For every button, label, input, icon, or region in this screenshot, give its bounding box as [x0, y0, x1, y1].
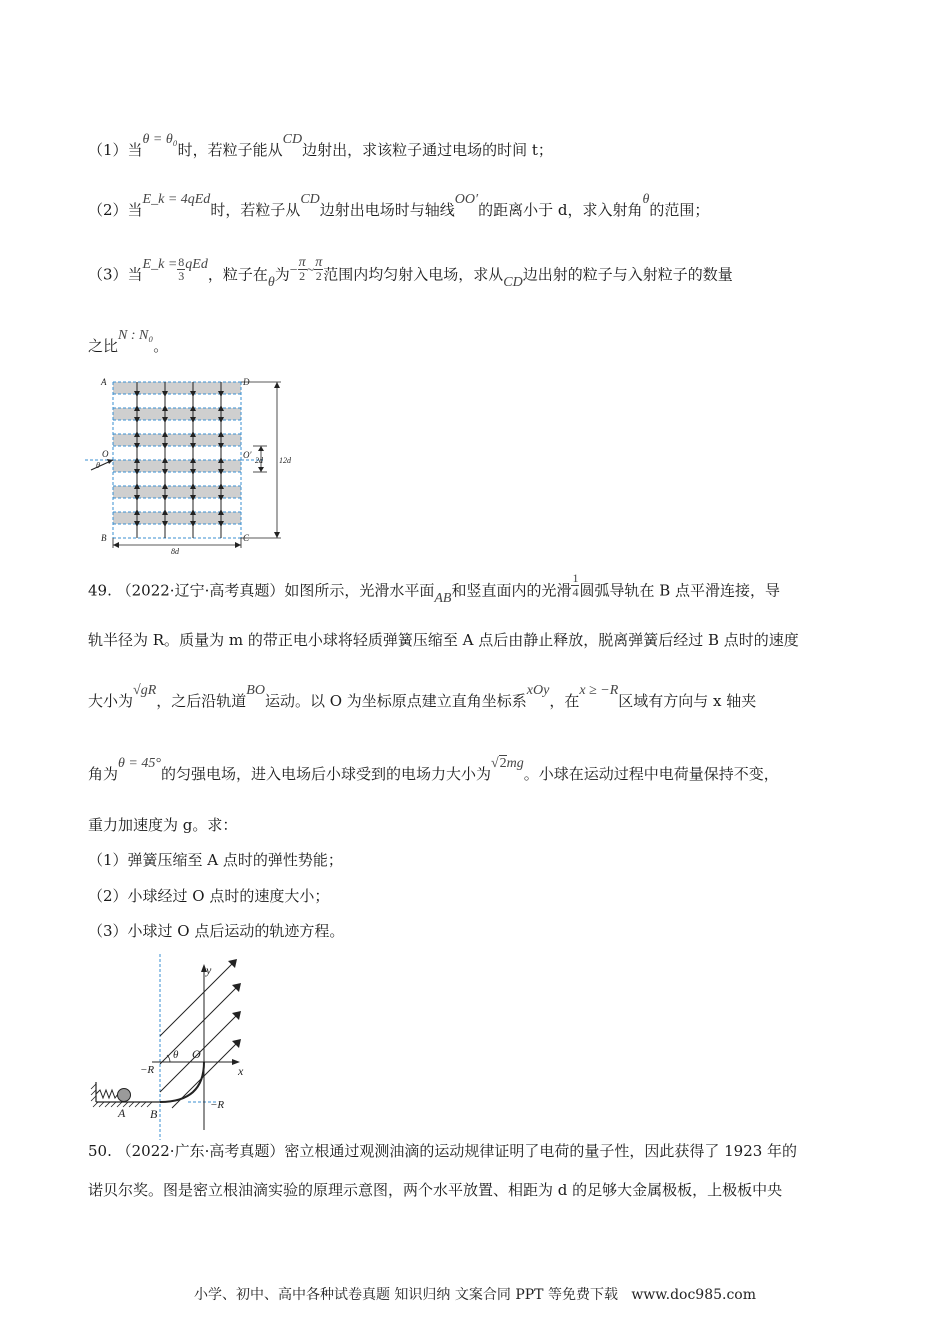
field-lines-45	[160, 960, 240, 1108]
q48-part3-suffix: 边出射的粒子与入射粒子的数量	[522, 265, 733, 284]
q49-l1-mid1: 和竖直面内的光滑	[451, 581, 572, 600]
q48-part3-math-cd: CD	[503, 274, 523, 290]
wall-hatch	[91, 1084, 96, 1101]
q49-track-figure	[88, 952, 278, 1142]
q49-l3-prefix: 大小为	[88, 692, 134, 710]
q48-part1-math-cd: CD	[282, 132, 303, 147]
label-2d: 2d	[255, 456, 263, 465]
ball-icon	[118, 1089, 131, 1102]
frac-num: 1	[572, 571, 579, 585]
hatch	[91, 1096, 96, 1101]
math-mg: mg	[506, 756, 524, 771]
q48-field-figure	[85, 374, 300, 554]
q48-part2-prefix: （2）当	[88, 201, 143, 219]
q49-l3-mid3: ，在	[549, 692, 580, 710]
q48-part1-math-theta: θ = θ₀	[142, 132, 178, 147]
hatch	[105, 1102, 110, 1107]
q48-part3-cont	[88, 328, 863, 358]
q48-part3-frac-pi-2-b	[314, 256, 323, 283]
label-B: B	[150, 1107, 158, 1121]
q49-line5: 重力加速度为 g。求：	[88, 816, 238, 834]
q49-l3-math-region: x ≥ −R	[579, 683, 619, 698]
q49-l4-prefix: 角为	[88, 765, 119, 783]
label-y: y	[206, 963, 212, 977]
q50-line1: 50. （2022·广东·高考真题）密立根通过观测油滴的运动规律证明了电荷的量子性，因此获得了 1923 年的	[88, 1142, 798, 1160]
q48-part2-mid3: 的距离小于 d，求入射角	[478, 201, 643, 219]
label-O-prime: O′	[243, 450, 252, 460]
label-A: A	[101, 377, 107, 387]
hatch	[99, 1102, 104, 1107]
q49-l3-math-bo: BO	[246, 683, 265, 698]
label-neg-R-bottom: −R	[210, 1099, 225, 1111]
q48-part2-math-oo: OO′	[454, 192, 479, 207]
frac-num: 8	[178, 255, 185, 269]
label-neg-R-left: −R	[140, 1064, 155, 1076]
spring-icon	[96, 1090, 118, 1098]
q48-part1	[88, 132, 863, 162]
q48-part3	[88, 255, 863, 290]
field-line	[160, 960, 236, 1036]
q50-line2: 诺贝尔奖。图是密立根油滴实验的原理示意图，两个水平放置、相距为 d 的足够大金属极板，上极板中央	[88, 1181, 783, 1199]
q48-part3-tilde: ~	[306, 262, 315, 278]
q49-sub2: （2）小球经过 O 点时的速度大小；	[88, 887, 330, 905]
q48-part2-mid2: 边射出电场时与轴线	[319, 201, 455, 219]
q49-line1	[88, 571, 863, 606]
frac-den: 2	[315, 269, 322, 283]
hatch	[135, 1102, 140, 1107]
q48-part3b-math-ratio: N : N₀	[118, 328, 154, 343]
hatch	[129, 1102, 134, 1107]
q48-part2-math-cd: CD	[300, 192, 320, 207]
hatch	[93, 1102, 98, 1107]
page-footer	[0, 1284, 950, 1304]
q48-part3-mid3: 范围内均匀射入电场，求从	[323, 265, 504, 284]
hatch	[91, 1090, 96, 1095]
q48-part3-mid2: 为	[274, 265, 290, 284]
footer-url-link[interactable]: www.doc985.com	[631, 1287, 757, 1303]
q49-line2: 轨半径为 R。质量为 m 的带正电小球将轻质弹簧压缩至 A 点后由静止释放，脱离弹簧后经过 B 点时的速度	[88, 631, 799, 649]
gray-bands	[113, 382, 241, 524]
q49-l3-suffix: 区域有方向与 x 轴夹	[618, 692, 757, 710]
label-theta: θ	[96, 461, 100, 470]
label-C: C	[243, 533, 250, 543]
q48-part3-minus: −	[289, 262, 298, 278]
q49-l3-mid2: 运动。以 O 为坐标原点建立直角坐标系	[264, 692, 527, 710]
q49-l1-prefix: 49. （2022·辽宁·高考真题）如图所示，光滑水平面	[88, 581, 435, 600]
q48-part3-math-qed: qEd	[185, 256, 208, 272]
q48-part3b-prefix: 之比	[88, 337, 119, 355]
frac-den: 4	[572, 585, 579, 599]
q48-part2-suffix: 的范围；	[649, 201, 710, 219]
q48-part3b-suffix: 。	[153, 337, 169, 355]
sqrt-radicand: 2	[499, 756, 507, 771]
q49-l1-frac-quarter	[571, 572, 579, 599]
q49-l1-math-ab: AB	[434, 590, 452, 606]
label-O: O	[192, 1047, 201, 1061]
footer-text: 小学、初中、高中各种试卷真题 知识归纳 文案合同 PPT 等免费下载	[193, 1287, 618, 1303]
q49-sub1: （1）弹簧压缩至 A 点时的弹性势能；	[88, 851, 343, 869]
label-O: O	[102, 449, 109, 459]
label-D: D	[243, 377, 250, 387]
label-x: x	[238, 1064, 244, 1078]
field-arrowheads-45	[228, 959, 241, 1048]
q48-part3-math-ek-lhs: E_k =	[142, 256, 178, 272]
q48-part3-frac-pi-2-a	[298, 256, 307, 283]
q48-part3-prefix: （3）当	[88, 265, 143, 284]
q48-part3-mid1: ，粒子在	[207, 265, 268, 284]
q49-l3-math-sqrt-gr: √gR	[133, 683, 157, 698]
q49-l3-math-xoy: xOy	[526, 683, 550, 698]
hatch	[91, 1084, 96, 1089]
q49-line4	[88, 756, 863, 786]
frac-num: π	[298, 255, 306, 270]
frac-num: π	[315, 255, 323, 270]
frac-den: 2	[299, 269, 306, 283]
label-theta: θ	[173, 1049, 179, 1061]
label-A: A	[118, 1106, 126, 1120]
q48-part1-prefix: （1）当	[88, 141, 143, 159]
frac-den: 3	[178, 269, 185, 283]
q49-l4-suffix: 。小球在运动过程中电荷量保持不变，	[523, 765, 779, 783]
label-12d: 12d	[279, 456, 291, 465]
q49-l4-math-angle: θ = 45°	[118, 756, 161, 771]
q48-part2	[88, 192, 863, 222]
q49-l4-math-sqrt2mg: √2mg	[490, 756, 524, 771]
q48-part1-suffix: 边射出，求该粒子通过电场的时间 t；	[302, 141, 553, 159]
hatch	[111, 1102, 116, 1107]
q48-part2-mid1: 时，若粒子从	[210, 201, 301, 219]
q48-part2-math-theta: θ	[642, 192, 650, 207]
q49-l1-suffix: 圆弧导轨在 B 点平滑连接，导	[579, 581, 781, 600]
q48-part1-mid: 时，若粒子能从	[177, 141, 283, 159]
q49-line3	[88, 683, 863, 713]
label-B: B	[101, 533, 107, 543]
q49-l3-mid1: ，之后沿轨道	[156, 692, 247, 710]
label-8d: 8d	[171, 547, 179, 554]
q48-part3-math-theta: θ	[267, 274, 275, 290]
hatch	[141, 1102, 146, 1107]
q49-l4-mid1: 的匀强电场，进入电场后小球受到的电场力大小为	[160, 765, 491, 783]
q48-part2-math-ek: E_k = 4qEd	[142, 192, 211, 207]
q49-sub3: （3）小球过 O 点后运动的轨迹方程。	[88, 922, 345, 940]
